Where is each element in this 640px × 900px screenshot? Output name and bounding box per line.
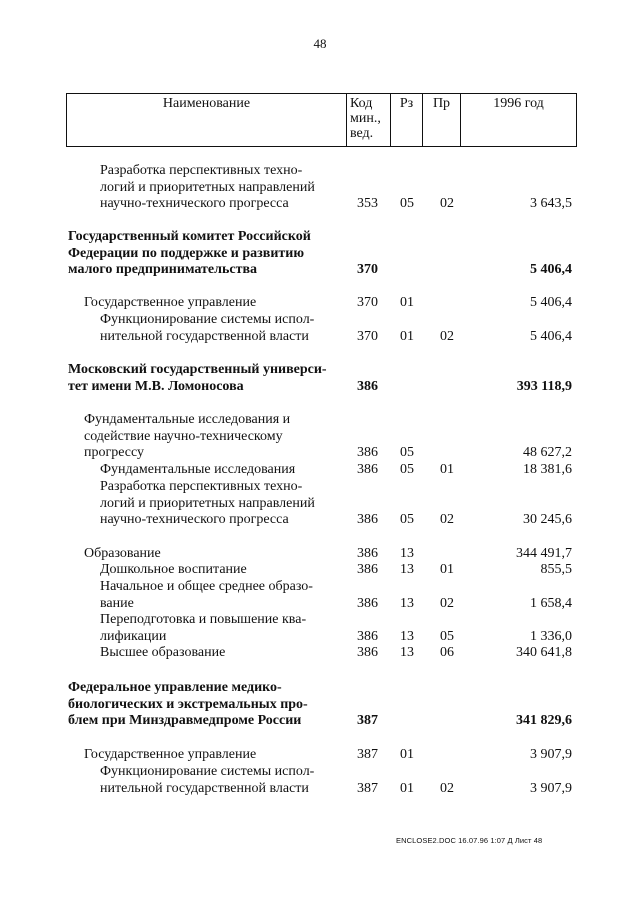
row-name-line: Фундаментальные исследования [100,462,296,477]
row-name [84,747,256,764]
row-value: 341 829,6 [516,713,572,728]
row-name [84,295,256,312]
row-pr: 01 [440,462,454,477]
row-code: 386 [357,546,378,561]
header-name: Наименование [162,96,251,111]
row-name [84,546,161,563]
row-value: 1 336,0 [530,628,572,644]
table-row [0,362,640,395]
row-rz: 05 [400,512,414,527]
row-code: 386 [357,445,378,460]
row-value: 48 627,2 [523,445,572,460]
row-name [68,229,311,279]
row-name-line: нительной государственной власти [100,328,309,344]
row-name-line: научно-технического прогресса [100,512,289,527]
table-row [0,163,640,213]
row-code: 386 [357,645,378,660]
row-value: 344 491,7 [516,546,572,561]
table-row [0,462,640,479]
row-name [100,645,225,662]
row-name-line: малого предпринимательства [68,262,258,277]
row-value: 340 641,8 [516,645,572,660]
row-name-line: Высшее образование [100,645,226,660]
page-footer: ENCLOSE2.DOC 16.07.96 1:07 Д Лист 48 [396,836,543,845]
header-rz: Рз [399,96,414,111]
row-rz: 13 [400,628,414,644]
row-name-line: Разработка перспективных техно- [100,163,303,178]
row-rz: 01 [400,328,414,344]
row-value: 855,5 [540,562,572,577]
header-code-line: мин., [350,111,381,126]
row-code: 386 [357,462,378,477]
table-row [0,562,640,579]
row-rz: 05 [400,196,414,211]
row-value: 5 406,4 [530,328,572,344]
row-value: 5 406,4 [530,262,572,277]
row-name [100,163,315,213]
row-name [100,562,247,579]
row-pr: 06 [440,645,454,660]
row-name [100,764,314,797]
table-row [0,295,640,312]
row-name [100,462,295,479]
row-name [68,680,308,730]
row-name-line: Московский государственный универси- [68,362,327,377]
table-row [0,546,640,563]
row-name-line: прогрессу [84,445,145,460]
header-code [348,96,392,141]
table-row [0,680,640,730]
row-code: 386 [357,628,378,644]
row-value: 3 643,5 [530,196,572,211]
row-value: 18 381,6 [523,462,572,477]
row-code: 370 [357,295,378,310]
row-name [100,479,315,529]
row-code: 353 [357,196,378,211]
row-pr: 05 [440,628,454,644]
row-value: 3 907,9 [530,780,572,796]
row-rz: 01 [400,747,414,762]
row-code: 386 [357,378,378,394]
row-name [68,362,327,395]
row-name [100,579,313,612]
row-name-line: Федеральное управление медико- [68,680,282,695]
header-code-line: вед. [350,126,374,141]
page-number: 48 [313,36,327,51]
row-rz: 13 [400,595,414,611]
table-row [0,612,640,645]
header-pr: Пр [432,96,451,111]
row-code: 370 [357,262,378,277]
row-name-line: логий и приоритетных направлений [100,179,315,195]
row-rz: 01 [400,780,414,796]
row-name-line: Фундаментальные исследования и [84,412,291,427]
table-header [66,93,577,147]
row-name-line: тет имени М.В. Ломоносова [68,378,244,394]
row-name-line: Государственное управление [84,295,257,310]
table-row [0,645,640,662]
row-code: 386 [357,595,378,611]
row-name-line: лификации [100,628,167,644]
row-name-line: Переподготовка и повышение ква- [100,612,307,627]
row-name-line: нительной государственной власти [100,780,309,796]
row-name-line: научно-технического прогресса [100,196,289,211]
row-pr: 02 [440,780,454,796]
row-rz: 01 [400,295,414,310]
row-value: 30 245,6 [523,512,572,527]
row-value: 393 118,9 [516,378,572,394]
row-value: 1 658,4 [530,595,572,611]
row-rz: 13 [400,546,414,561]
row-value: 3 907,9 [530,747,572,762]
row-pr: 02 [440,328,454,344]
row-name [100,312,314,345]
row-code: 387 [357,713,378,728]
row-rz: 05 [400,462,414,477]
row-name-line: Функционирование системы испол- [100,764,315,779]
row-name-line: Образование [84,546,161,561]
row-name-line: Федерации по поддержке и развитию [68,245,305,261]
header-code-line: Код [350,96,373,111]
table-row [0,747,640,764]
row-code: 387 [357,747,378,762]
row-name-line: биологических и экстремальных про- [68,696,308,712]
header-year: 1996 год [493,96,544,111]
row-rz: 05 [400,445,414,460]
row-name-line: Государственный комитет Российской [68,229,311,244]
table-row [0,412,640,462]
row-name [100,612,306,645]
row-name-line: Функционирование системы испол- [100,312,315,327]
row-name-line: логий и приоритетных направлений [100,495,315,511]
row-code: 387 [357,780,378,796]
row-pr: 02 [440,512,454,527]
row-name-line: Разработка перспективных техно- [100,479,303,494]
row-code: 370 [357,328,378,344]
row-code: 386 [357,562,378,577]
row-name-line: Дошкольное воспитание [100,562,247,577]
row-code: 386 [357,512,378,527]
row-pr: 01 [440,562,454,577]
row-rz: 13 [400,562,414,577]
row-rz: 13 [400,645,414,660]
table-row [0,229,640,279]
row-name-line: блем при Минздравмедпроме России [68,713,302,728]
row-pr: 02 [440,196,454,211]
table-row [0,479,640,529]
table-row [0,579,640,612]
table-row [0,312,640,345]
row-name-line: вание [100,595,134,611]
table-row [0,764,640,797]
row-value: 5 406,4 [530,295,572,310]
row-name [84,412,290,462]
row-name-line: содействие научно-техническому [84,428,283,444]
row-name-line: Государственное управление [84,747,257,762]
row-name-line: Начальное и общее среднее образо- [100,579,313,594]
row-pr: 02 [440,595,454,611]
